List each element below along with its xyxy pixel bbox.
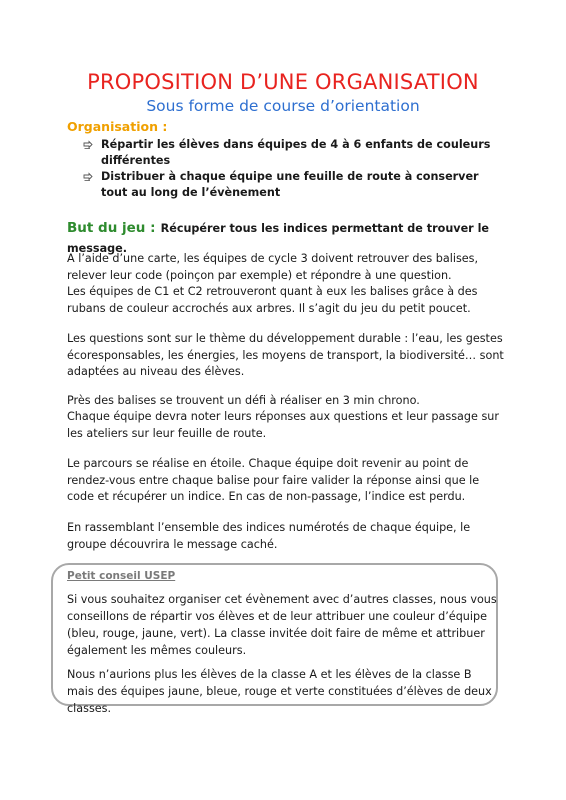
paragraph-route-sheet: Chaque équipe devra noter leurs réponses aux questions et leur passage sur les ateliers sur leur feuille de route. — [67, 410, 499, 440]
paragraph-star-course: Le parcours se réalise en étoile. Chaque équipe doit revenir au point de rendez-vous entre chaque balise pour faire valider la réponse ainsi que le code et récupérer un indice. En cas de non-passage, l’indice est perdu. — [67, 457, 480, 504]
paragraph-challenge: Près des balises se trouvent un défi à réaliser en 3 min chrono. — [67, 394, 420, 407]
list-item-text: Distribuer à chaque équipe une feuille de route à conserver tout au long de l’évènement — [101, 170, 479, 199]
list-item-text: Répartir les élèves dans équipes de 4 à 6 enfants de couleurs différentes — [101, 138, 491, 167]
paragraph-map: A l’aide d’une carte, les équipes de cycle 3 doivent retrouver des balises, relever leur code (poinçon par exemple) et répondre à une question. — [67, 252, 479, 282]
page-subtitle: Sous forme de course d’orientation — [146, 97, 420, 115]
organisation-list — [83, 137, 503, 201]
tip-title: Petit conseil USEP — [67, 570, 176, 582]
tip-paragraph: Si vous souhaitez organiser cet évènement avec d’autres classes, nous vous conseillons de répartir vos élèves et de leur attribuer une couleur d’équipe (bleu, rouge, jaune, vert). La classe invitée doit faire de même et attribuer également les mêmes couleurs. — [67, 593, 497, 657]
game-goal-label: But du jeu : — [67, 220, 156, 236]
paragraph-hidden-message: En rassemblant l’ensemble des indices numérotés de chaque équipe, le groupe découvrira le message caché. — [67, 521, 471, 551]
page-title: PROPOSITION D’UNE ORGANISATION — [87, 70, 479, 94]
pointing-hand-icon — [83, 140, 94, 150]
game-goal-text: Récupérer tous les indices permettant de trouver le message. — [67, 222, 490, 255]
organisation-heading: Organisation : — [67, 119, 168, 134]
paragraph-younger-teams: Les équipes de C1 et C2 retrouveront quant à eux les balises grâce à des rubans de couleur accrochés aux arbres. Il s’agit du jeu du petit poucet. — [67, 285, 478, 315]
tip-paragraph: Nous n’aurions plus les élèves de la classe A et les élèves de la classe B mais des équipes jaune, bleue, rouge et verte constituées d’élèves de deux classes. — [67, 668, 492, 715]
list-item — [83, 169, 503, 201]
list-item — [83, 137, 503, 169]
pointing-hand-icon — [83, 172, 94, 182]
paragraph-questions: Les questions sont sur le thème du développement durable : l’eau, les gestes écoresponsables, les énergies, les moyens de transport, la biodiversité… sont adaptées au niveau des élèves. — [67, 332, 504, 379]
